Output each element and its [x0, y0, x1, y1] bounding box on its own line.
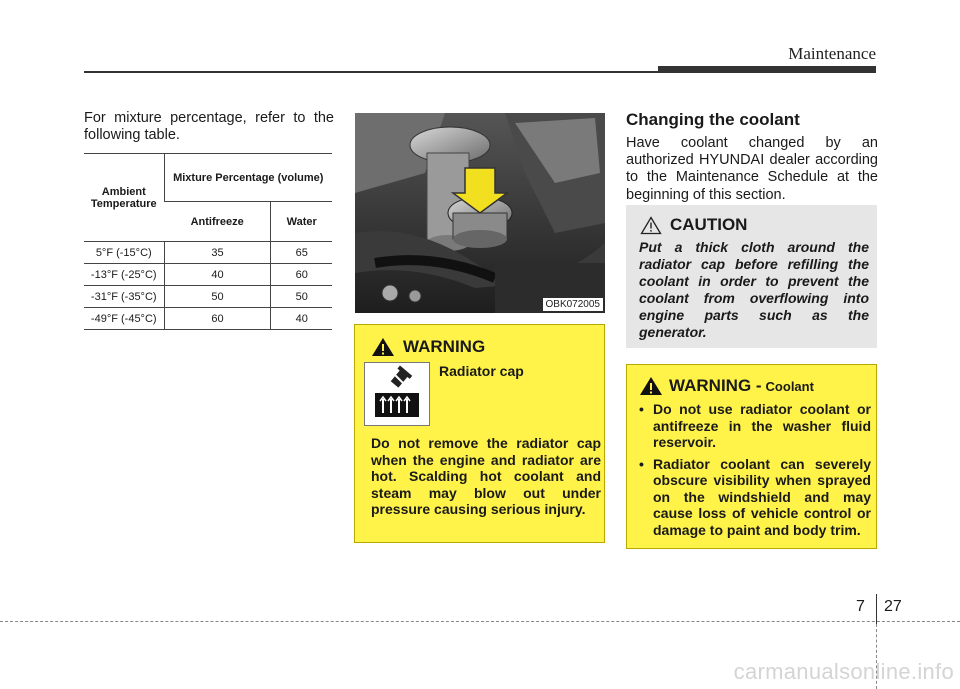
list-item-text: Do not use radiator coolant or antifreeze in the washer fluid reservoir.: [653, 401, 871, 450]
hot-radiator-pictogram-icon: [364, 362, 430, 426]
warning-coolant-header: [639, 376, 814, 396]
pictogram-caption: Radiator cap: [439, 363, 524, 379]
header-title: Maintenance: [788, 44, 876, 63]
cell-water: 50: [271, 286, 332, 308]
cell-antifreeze: 50: [164, 286, 271, 308]
engine-bay-illustration: [355, 113, 605, 313]
warning-coolant-subtitle: Coolant: [765, 379, 814, 394]
list-item: [639, 401, 871, 451]
list-item: [639, 456, 871, 539]
header-ambient: Ambient Temperature: [84, 154, 164, 242]
cell-water: 60: [271, 264, 332, 286]
caution-body: Put a thick cloth around the radiator cap before refilling the coolant in order to prevent the coolant from overflowing into engine parts such as the generator.: [639, 239, 869, 340]
cell-antifreeze: 60: [164, 308, 271, 330]
section-body: Have coolant changed by an authorized HYUNDAI dealer according to the Maintenance Schedule at the beginning of this section.: [626, 135, 878, 203]
caution-header: [640, 215, 747, 235]
list-item-text: Radiator coolant can severely obscure visibility when sprayed on the windshield and may cause loss of vehicle control or damage to paint and body trim.: [653, 455, 871, 538]
bullet: •: [639, 401, 644, 417]
warning-triangle-icon: [371, 337, 395, 357]
intro-paragraph: For mixture percentage, refer to the following table.: [84, 110, 334, 143]
table-row: [84, 308, 332, 330]
cell-water: 65: [271, 242, 332, 264]
cell-antifreeze: 40: [164, 264, 271, 286]
cell-temp: -31°F (-35°C): [84, 286, 164, 308]
footer-rule: [0, 621, 960, 622]
warning-header: [371, 337, 485, 357]
chapter-number: 7: [856, 598, 865, 615]
cell-antifreeze: 35: [164, 242, 271, 264]
image-code: OBK072005: [543, 298, 604, 311]
header-rule: [84, 71, 694, 73]
warning-triangle-icon: [639, 376, 663, 396]
page-number: 27: [884, 598, 902, 615]
caution-title: CAUTION: [670, 215, 748, 234]
header-antifreeze: Antifreeze: [164, 202, 271, 242]
table-row: [84, 286, 332, 308]
header-rule-thick: [658, 66, 876, 73]
section-title: Changing the coolant: [626, 110, 800, 129]
watermark: carmanualsonline.info: [733, 659, 954, 684]
table-header-row: [84, 154, 332, 202]
table-row: [84, 242, 332, 264]
cell-temp: -49°F (-45°C): [84, 308, 164, 330]
caution-triangle-icon: [640, 216, 662, 235]
header-water: Water: [271, 202, 332, 242]
table-row: [84, 264, 332, 286]
page-divider: [876, 594, 877, 624]
warning-body: Do not remove the radiator cap when the engine and radiator are hot. Scalding hot coolant and steam may blow out under pressure causing serious injury.: [371, 435, 601, 517]
bullet: •: [639, 455, 644, 472]
cell-water: 40: [271, 308, 332, 330]
warning-coolant-title: WARNING -: [669, 376, 762, 395]
header-mixture: Mixture Percentage (volume): [164, 154, 332, 202]
mixture-table: [84, 153, 332, 330]
warning-title: WARNING: [403, 337, 486, 356]
cell-temp: -13°F (-25°C): [84, 264, 164, 286]
radiator-cap-photo: [355, 113, 605, 313]
warning-coolant-box: [626, 364, 877, 549]
cell-temp: 5°F (-15°C): [84, 242, 164, 264]
caution-box: [626, 205, 877, 348]
warning-radiator-box: [354, 324, 605, 543]
warning-coolant-list: [639, 401, 871, 543]
